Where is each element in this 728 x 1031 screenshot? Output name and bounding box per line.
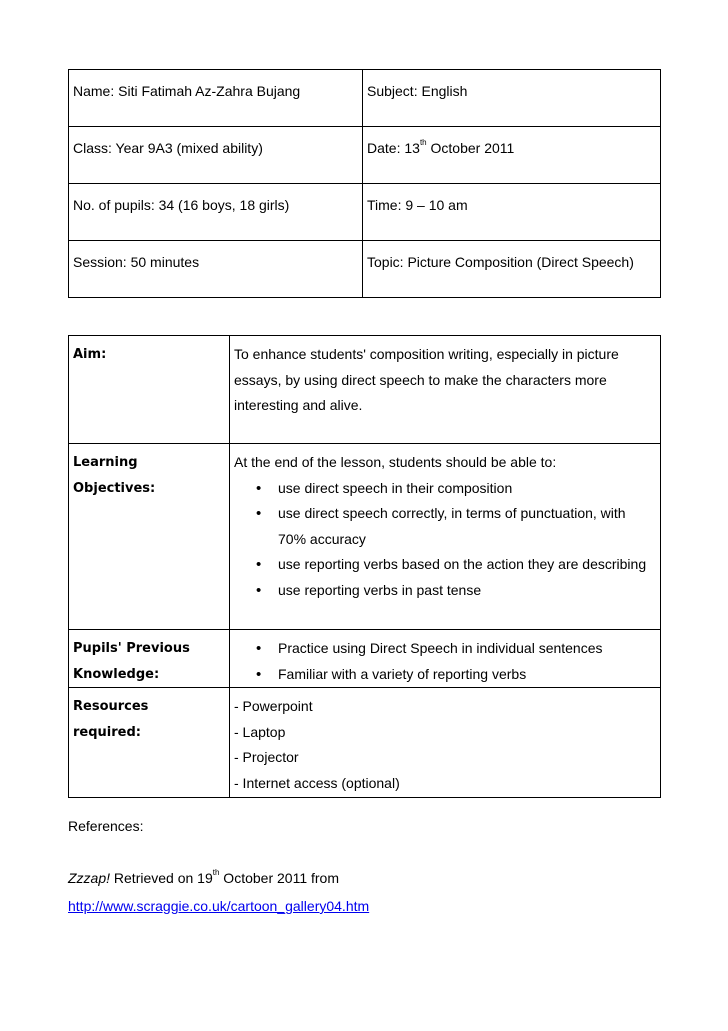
list-item: - Projector <box>234 749 299 765</box>
resources-cell <box>230 688 661 798</box>
objectives-row <box>69 444 661 630</box>
info-row <box>69 70 661 127</box>
date-sup: th <box>419 138 427 147</box>
topic: Topic: Picture Composition (Direct Speech) <box>363 241 661 298</box>
list-item: - Powerpoint <box>234 698 313 714</box>
list-item: • use direct speech in their composition <box>278 476 656 502</box>
info-row <box>69 241 661 298</box>
list-item: • use direct speech correctly, in terms of punctuation, with 70% accuracy <box>278 501 656 552</box>
class: Class: Year 9A3 (mixed ability) <box>69 127 363 184</box>
objectives-cell <box>230 444 661 630</box>
date-suffix: October 2011 <box>426 140 515 156</box>
date-prefix: Date: 13 <box>367 140 420 156</box>
info-row <box>69 127 661 184</box>
reference-retrieved-prefix: Retrieved on 19 <box>110 870 213 886</box>
reference-retrieved-suffix: October 2011 from <box>219 870 339 886</box>
reference-link[interactable]: http://www.scraggie.co.uk/cartoon_gallery04.htm <box>68 898 370 914</box>
subject: Subject: English <box>363 70 661 127</box>
list-item: • use reporting verbs based on the action they are describing <box>278 552 656 578</box>
date <box>363 127 661 184</box>
objectives-label-line: Learning <box>73 455 138 470</box>
aim-text: To enhance students' composition writing, especially in picture essays, by using direct speech to make the characters more interesting and alive. <box>230 336 661 444</box>
info-row <box>69 184 661 241</box>
previous-label-line: Pupils' Previous <box>73 641 190 656</box>
previous-label-line: Knowledge: <box>73 666 160 682</box>
session: Session: 50 minutes <box>69 241 363 298</box>
objectives-list <box>234 476 656 604</box>
teacher-name: Name: Siti Fatimah Az-Zahra Bujang <box>69 70 363 127</box>
reference-retrieved-sup: th <box>212 868 220 877</box>
pupils-count: No. of pupils: 34 (16 boys, 18 girls) <box>69 184 363 241</box>
previous-knowledge-cell <box>230 630 661 688</box>
lesson-info-table <box>68 69 661 298</box>
resources-label-line: Resources <box>73 699 149 714</box>
list-item: • Practice using Direct Speech in individual sentences <box>278 636 656 662</box>
references-heading: References: <box>68 818 144 834</box>
reference-entry <box>68 870 339 886</box>
time: Time: 9 – 10 am <box>363 184 661 241</box>
aim-label: Aim: <box>69 336 230 444</box>
list-item: • use reporting verbs in past tense <box>278 578 656 604</box>
resources-label-line: required: <box>73 724 141 740</box>
resources-label <box>69 688 230 798</box>
previous-knowledge-label <box>69 630 230 688</box>
list-item: • Familiar with a variety of reporting verbs <box>278 662 656 688</box>
resources-row <box>69 688 661 798</box>
reference-title: Zzzap! <box>68 870 111 886</box>
objectives-intro: At the end of the lesson, students should be able to: <box>234 454 557 470</box>
list-item: - Internet access (optional) <box>234 774 400 791</box>
previous-knowledge-row <box>69 630 661 688</box>
aim-row <box>69 336 661 444</box>
objectives-label-line: Objectives: <box>73 480 156 496</box>
objectives-label <box>69 444 230 630</box>
previous-knowledge-list <box>234 636 656 687</box>
list-item: - Laptop <box>234 723 286 740</box>
lesson-plan-table <box>68 335 661 798</box>
